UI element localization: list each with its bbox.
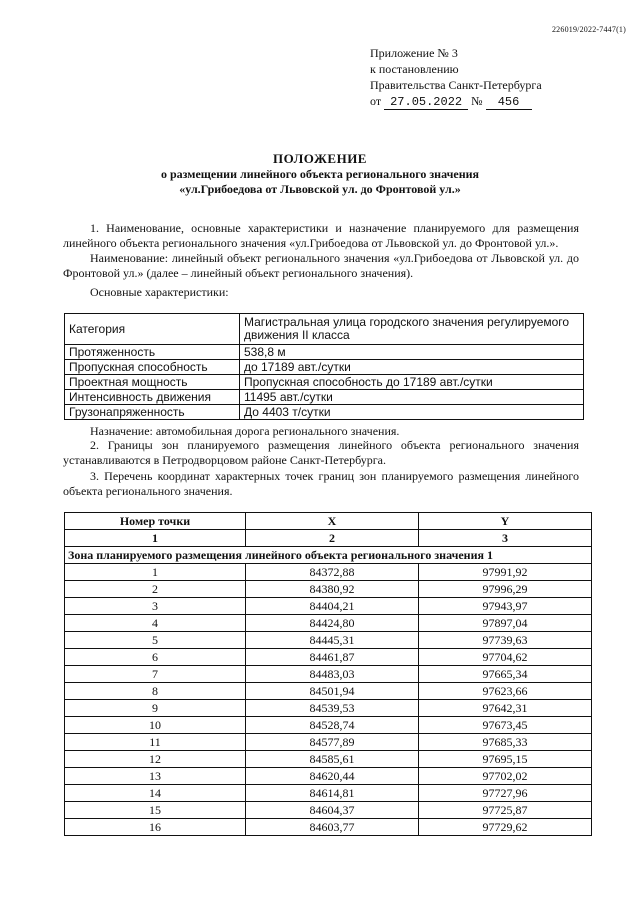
coordinate-y: 97623,66 (419, 683, 592, 700)
table-row (65, 615, 592, 632)
coordinate-x: 84539,53 (246, 700, 419, 717)
table-row (65, 649, 592, 666)
point-number: 7 (65, 666, 246, 683)
coordinate-x: 84577,89 (246, 734, 419, 751)
table-row (65, 734, 592, 751)
table-row (65, 768, 592, 785)
table-row (65, 819, 592, 836)
resolution-number: 456 (486, 96, 532, 110)
coordinate-y: 97725,87 (419, 802, 592, 819)
appendix-line-1: Приложение № 3 (370, 46, 458, 60)
point-number: 1 (65, 564, 246, 581)
table-row (65, 598, 592, 615)
coordinate-x: 84380,92 (246, 581, 419, 598)
characteristics-table (64, 313, 584, 420)
document-subtitle-2: «ул.Грибоедова от Львовской ул. до Фронтовой ул.» (179, 182, 461, 196)
coordinate-y: 97673,45 (419, 717, 592, 734)
point-number: 5 (65, 632, 246, 649)
table-row (65, 751, 592, 768)
paragraph-name: Наименование: линейный объект регионального значения «ул.Грибоедова от Львовской ул. до Фронтовой ул.» (далее – линейный объект регионального значения). (63, 251, 579, 280)
coordinate-x: 84445,31 (246, 632, 419, 649)
coordinate-x: 84603,77 (246, 819, 419, 836)
coordinate-y: 97642,31 (419, 700, 592, 717)
table-row (65, 785, 592, 802)
coordinate-y: 97996,29 (419, 581, 592, 598)
table-row (65, 390, 584, 405)
characteristic-value: До 4403 т/сутки (240, 405, 584, 420)
coordinate-x: 84501,94 (246, 683, 419, 700)
characteristic-key: Грузонапряженность (65, 405, 240, 420)
table-row (65, 564, 592, 581)
document-number: 226019/2022-7447(1) (551, 25, 626, 34)
table-row (65, 314, 584, 345)
coordinates-header-row (65, 513, 592, 530)
characteristic-value: 11495 авт./сутки (240, 390, 584, 405)
paragraph-purpose: Назначение: автомобильная дорога регионального значения. (90, 424, 400, 438)
appendix-line-3: Правительства Санкт-Петербурга (370, 78, 542, 92)
point-number: 4 (65, 615, 246, 632)
characteristic-key: Категория (65, 314, 240, 345)
table-row (65, 700, 592, 717)
zone-row (65, 547, 592, 564)
paragraph-1: 1. Наименование, основные характеристики и назначение планируемого для размещения линейного объекта регионального значения «ул.Грибоедова от Львовской ул. до Фронтовой ул.». (63, 221, 579, 250)
coordinate-y: 97991,92 (419, 564, 592, 581)
point-number: 2 (65, 581, 246, 598)
coordinate-x: 84604,37 (246, 802, 419, 819)
coordinates-table (64, 512, 592, 836)
coordinate-x: 84372,88 (246, 564, 419, 581)
coordinate-y: 97739,63 (419, 632, 592, 649)
paragraph-2: 2. Границы зон планируемого размещения линейного объекта регионального значения устанавливаются в Петродворцовом районе Санкт-Петербурга. (63, 438, 579, 467)
point-number: 10 (65, 717, 246, 734)
coordinate-y: 97943,97 (419, 598, 592, 615)
coordinate-y: 97685,33 (419, 734, 592, 751)
appendix-line-2: к постановлению (370, 62, 459, 76)
header-y: Y (419, 513, 592, 530)
characteristic-value: до 17189 авт./сутки (240, 360, 584, 375)
table-row (65, 717, 592, 734)
table-row (65, 632, 592, 649)
coordinate-y: 97665,34 (419, 666, 592, 683)
table-row (65, 581, 592, 598)
coordinate-x: 84483,03 (246, 666, 419, 683)
column-number: 2 (246, 530, 419, 547)
document-subtitle-1: о размещении линейного объекта регионального значения (160, 167, 480, 181)
coordinate-x: 84620,44 (246, 768, 419, 785)
coordinate-y: 97727,96 (419, 785, 592, 802)
point-number: 12 (65, 751, 246, 768)
point-number: 8 (65, 683, 246, 700)
resolution-date: 27.05.2022 (384, 96, 468, 110)
coordinate-x: 84585,61 (246, 751, 419, 768)
appendix-block (370, 45, 542, 110)
document-heading: ПОЛОЖЕНИЕ (273, 151, 367, 166)
coordinate-x: 84424,80 (246, 615, 419, 632)
column-number: 1 (65, 530, 246, 547)
date-from-label: от (370, 94, 382, 108)
paragraph-3: 3. Перечень координат характерных точек границ зон планируемого размещения линейного объекта регионального значения. (63, 469, 579, 498)
characteristic-value: Пропускная способность до 17189 авт./сутки (240, 375, 584, 390)
coordinate-y: 97702,02 (419, 768, 592, 785)
table-row (65, 345, 584, 360)
column-number: 3 (419, 530, 592, 547)
zone-title: Зона планируемого размещения линейного объекта регионального значения 1 (65, 547, 592, 564)
point-number: 16 (65, 819, 246, 836)
number-label: № (471, 94, 483, 108)
header-x: X (246, 513, 419, 530)
coordinate-x: 84404,21 (246, 598, 419, 615)
point-number: 14 (65, 785, 246, 802)
characteristic-key: Пропускная способность (65, 360, 240, 375)
coordinate-y: 97704,62 (419, 649, 592, 666)
characteristic-key: Протяженность (65, 345, 240, 360)
paragraph-characteristics-label: Основные характеристики: (90, 285, 229, 299)
point-number: 3 (65, 598, 246, 615)
table-row (65, 405, 584, 420)
point-number: 13 (65, 768, 246, 785)
appendix-date-row (370, 93, 542, 110)
point-number: 9 (65, 700, 246, 717)
column-numbers-row (65, 530, 592, 547)
table-row (65, 375, 584, 390)
characteristic-key: Интенсивность движения (65, 390, 240, 405)
characteristic-value: Магистральная улица городского значения регулируемого движения II класса (240, 314, 584, 345)
header-point-number: Номер точки (65, 513, 246, 530)
coordinate-x: 84461,87 (246, 649, 419, 666)
characteristic-key: Проектная мощность (65, 375, 240, 390)
point-number: 15 (65, 802, 246, 819)
coordinate-x: 84614,81 (246, 785, 419, 802)
point-number: 11 (65, 734, 246, 751)
characteristic-value: 538,8 м (240, 345, 584, 360)
table-row (65, 360, 584, 375)
table-row (65, 666, 592, 683)
coordinate-x: 84528,74 (246, 717, 419, 734)
coordinate-y: 97897,04 (419, 615, 592, 632)
table-row (65, 802, 592, 819)
coordinate-y: 97695,15 (419, 751, 592, 768)
point-number: 6 (65, 649, 246, 666)
table-row (65, 683, 592, 700)
coordinate-y: 97729,62 (419, 819, 592, 836)
